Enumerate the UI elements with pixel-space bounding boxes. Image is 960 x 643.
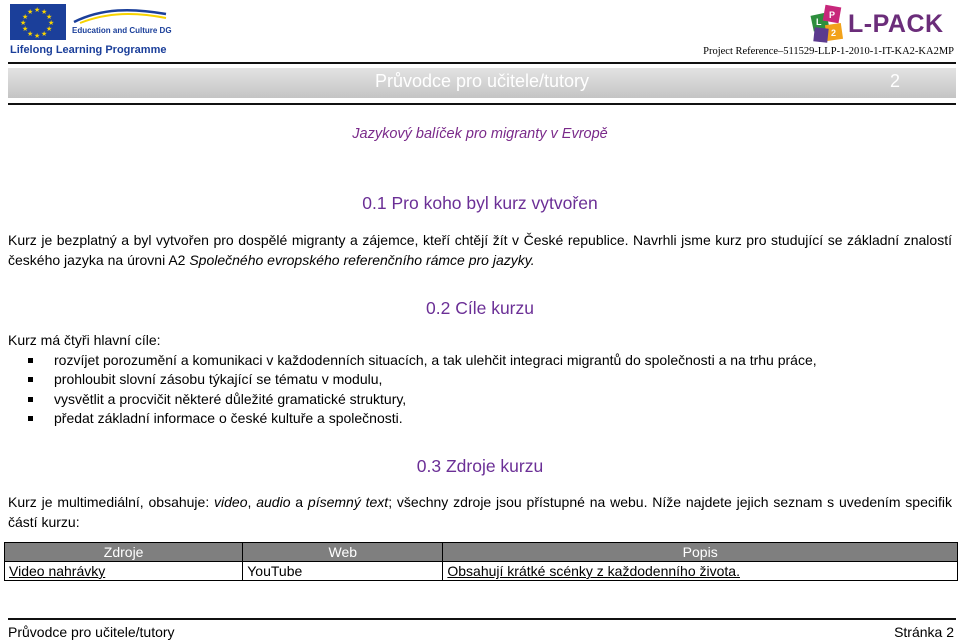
lpack-cube-icon bbox=[810, 4, 846, 44]
italic-audio: audio bbox=[256, 494, 291, 510]
footer-rule bbox=[8, 618, 956, 620]
goals-intro: Kurz má čtyři hlavní cíle: bbox=[8, 332, 161, 348]
list-item: rozvíjet porozumění a komunikaci v každodenních situacích, a tak ulehčit integraci migrantů do společnosti a na trhu práce, bbox=[8, 351, 817, 371]
cell-source: Video nahrávky bbox=[5, 562, 243, 581]
goals-list bbox=[8, 331, 817, 429]
subtitle: Jazykový balíček pro migranty v Evropě bbox=[352, 126, 608, 142]
project-reference: Project Reference–511529-LLP-1-2010-1-IT-KA2-KA2MP bbox=[703, 46, 954, 57]
svg-text:L: L bbox=[816, 17, 822, 27]
document-title: Průvodce pro učitele/tutory bbox=[374, 71, 590, 91]
column-header-web: Web bbox=[243, 543, 443, 562]
paragraph-italic-text: Společného evropského referenčního rámce pro jazyky. bbox=[189, 252, 535, 268]
table-row bbox=[5, 562, 958, 581]
section-heading-0-1: 0.1 Pro koho byl kurz vytvořen bbox=[362, 193, 598, 213]
title-number: 2 bbox=[889, 71, 900, 91]
paragraph-text: , bbox=[247, 494, 257, 510]
footer-title: Průvodce pro učitele/tutory bbox=[8, 624, 175, 640]
table-header-row bbox=[5, 543, 958, 562]
paragraph-text: Kurz je multimediální, obsahuje: bbox=[8, 494, 215, 510]
eu-flag-icon: ★ ★ ★ ★ ★ ★ ★ ★ ★ ★ ★ ★ bbox=[10, 4, 66, 40]
column-header-sources: Zdroje bbox=[5, 543, 243, 562]
italic-video: video bbox=[214, 494, 248, 510]
section-heading-0-2: 0.2 Cíle kurzu bbox=[426, 298, 534, 318]
lpack-logo bbox=[703, 4, 954, 60]
cell-description: Obsahují krátké scénky z každodenního života. bbox=[443, 562, 958, 581]
page-number: Stránka 2 bbox=[894, 624, 954, 640]
lpack-wordmark: L-PACK bbox=[848, 10, 944, 38]
title-rule bbox=[8, 103, 956, 105]
cell-web: YouTube bbox=[243, 562, 443, 581]
eu-lifelong-learning-logo bbox=[10, 4, 170, 58]
llp-label: Lifelong Learning Programme bbox=[10, 44, 167, 56]
list-item: předat základní informace o české kultuře a společnosti. bbox=[8, 409, 817, 429]
sources-table bbox=[4, 542, 958, 581]
section-0-3-paragraph bbox=[8, 492, 952, 532]
svg-text:2: 2 bbox=[831, 28, 837, 38]
section-heading-0-3: 0.3 Zdroje kurzu bbox=[416, 456, 544, 476]
column-header-description: Popis bbox=[443, 543, 958, 562]
section-0-1-paragraph bbox=[8, 230, 952, 270]
list-item: prohloubit slovní zásobu týkající se tématu v modulu, bbox=[8, 370, 817, 390]
paragraph-text: Kurz je bezplatný a byl vytvořen pro dospělé migranty a zájemce, kteří chtějí žít v České republice. Navrhli jsme kurz pro studující se základní znalostí českého jazyka na úrovni A2 bbox=[8, 232, 952, 268]
svg-text:P: P bbox=[829, 10, 836, 20]
eu-dg-label: Education and Culture DG bbox=[72, 26, 172, 35]
paragraph-text: ; všechny zdroje jsou přístupné na webu. Níže najdete jejich seznam s uvedením specifik částí kurzu: bbox=[8, 494, 952, 530]
header-rule bbox=[8, 62, 956, 64]
italic-written-text: písemný text bbox=[307, 494, 389, 510]
title-bar bbox=[8, 68, 956, 98]
llp-swoosh-icon bbox=[72, 6, 168, 24]
paragraph-text: a bbox=[290, 494, 308, 510]
list-item: vysvětlit a procvičit některé důležité gramatické struktury, bbox=[8, 390, 817, 410]
